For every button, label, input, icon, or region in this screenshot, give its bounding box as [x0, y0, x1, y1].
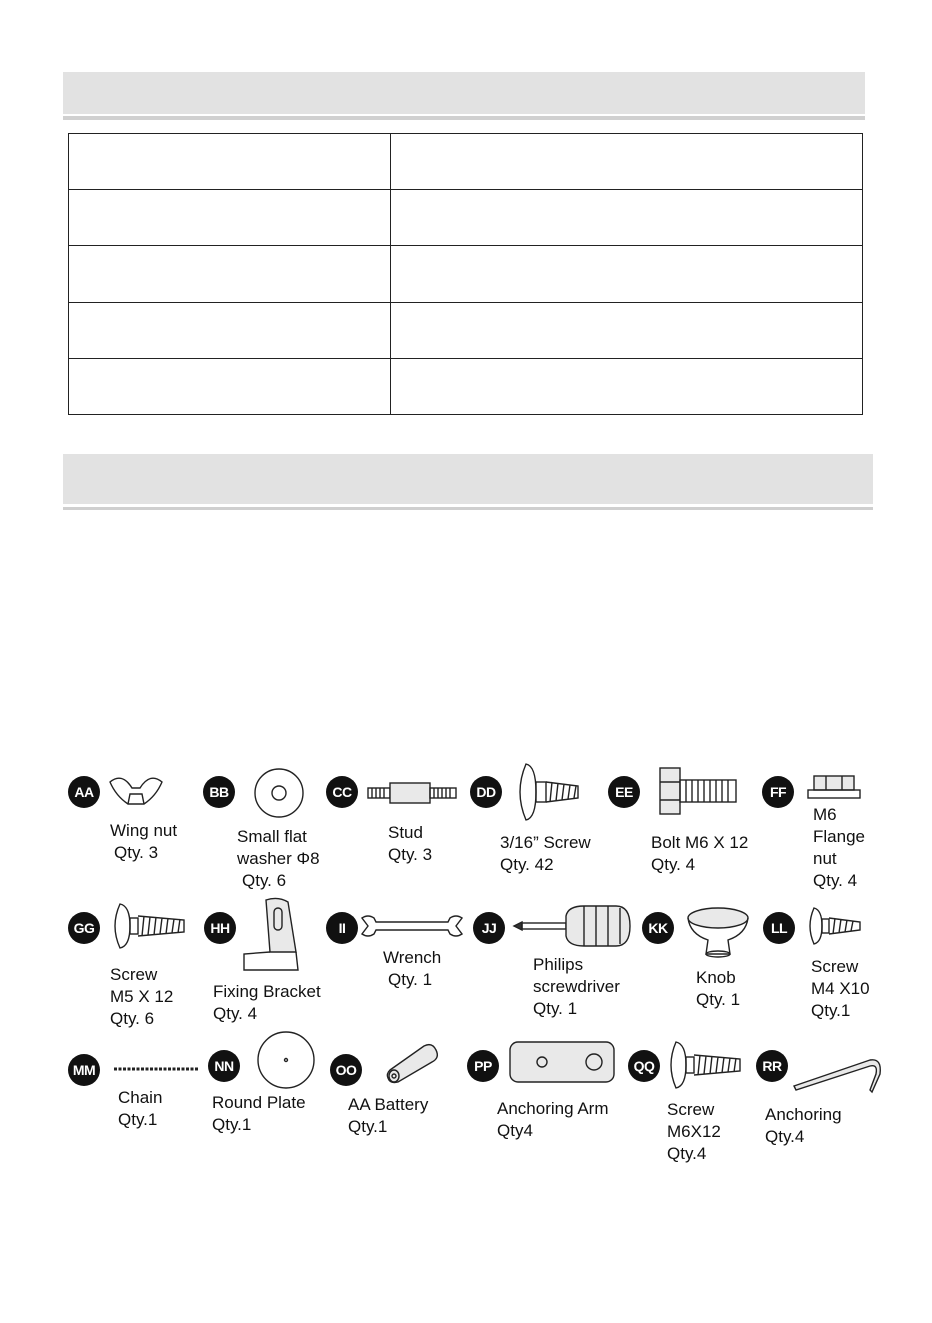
part-label: Fixing Bracket Qty. 4 — [213, 982, 321, 1023]
part-badge: CC — [326, 776, 358, 808]
flange-nut-icon — [806, 774, 862, 800]
part-label: Anchoring Arm Qty4 — [497, 1099, 609, 1140]
part-label: Philips screwdriver Qty. 1 — [533, 955, 620, 1018]
part-badge: EE — [608, 776, 640, 808]
part-label: Knob Qty. 1 — [696, 968, 741, 1009]
part-badge: HH — [204, 912, 236, 944]
section-divider — [63, 116, 865, 120]
part-label: Wrench Qty. 1 — [383, 948, 442, 989]
screw-icon — [514, 762, 580, 822]
part-badge: QQ — [628, 1050, 660, 1082]
part-badge: LL — [763, 912, 795, 944]
section-header-band — [63, 72, 865, 114]
part-label: M6 Flange nut Qty. 4 — [813, 805, 865, 890]
part-label: Small flat washer Φ8 Qty. 6 — [237, 827, 320, 890]
table-row — [69, 302, 863, 358]
round-plate-icon — [256, 1030, 316, 1090]
part-badge: DD — [470, 776, 502, 808]
specifications-table — [68, 133, 863, 415]
part-label: Bolt M6 X 12 Qty. 4 — [651, 833, 749, 874]
part-label: Wing nut Qty. 3 — [110, 821, 178, 862]
bolt-icon — [658, 766, 738, 816]
part-badge: NN — [208, 1050, 240, 1082]
part-label: Chain Qty.1 — [118, 1088, 163, 1129]
part-label: Screw M6X12 Qty.4 — [667, 1100, 721, 1163]
wing-nut-icon — [108, 774, 164, 810]
part-label: Stud Qty. 3 — [388, 823, 433, 864]
flat-washer-icon — [253, 767, 305, 819]
table-row — [69, 190, 863, 246]
screwdriver-icon — [512, 902, 632, 950]
part-label: Anchoring Qty.4 — [765, 1105, 842, 1146]
screw-icon — [806, 906, 862, 946]
wrench-icon — [360, 912, 464, 940]
part-badge: AA — [68, 776, 100, 808]
anchoring-hook-icon — [792, 1056, 884, 1096]
part-badge: KK — [642, 912, 674, 944]
part-badge: FF — [762, 776, 794, 808]
table-row — [69, 134, 863, 190]
table-row — [69, 358, 863, 414]
stud-icon — [368, 782, 458, 804]
knob-icon — [684, 906, 752, 958]
part-label: Round Plate Qty.1 — [212, 1093, 306, 1134]
part-badge: GG — [68, 912, 100, 944]
screw-icon — [110, 902, 186, 950]
battery-icon — [384, 1042, 444, 1084]
section-header-band — [63, 454, 873, 504]
table-row — [69, 246, 863, 302]
chain-icon — [112, 1064, 200, 1074]
screw-icon — [666, 1040, 742, 1090]
part-badge: MM — [68, 1054, 100, 1086]
fixing-bracket-icon — [240, 896, 306, 976]
part-badge: II — [326, 912, 358, 944]
part-badge: JJ — [473, 912, 505, 944]
part-label: 3/16” Screw Qty. 42 — [500, 833, 591, 874]
part-badge: OO — [330, 1054, 362, 1086]
part-label: Screw M4 X10 Qty.1 — [811, 957, 870, 1020]
part-badge: PP — [467, 1050, 499, 1082]
anchoring-arm-icon — [508, 1040, 616, 1084]
section-divider — [63, 507, 873, 510]
part-label: Screw M5 X 12 Qty. 6 — [110, 965, 174, 1028]
part-badge: BB — [203, 776, 235, 808]
part-label: AA Battery Qty.1 — [348, 1095, 429, 1136]
part-badge: RR — [756, 1050, 788, 1082]
